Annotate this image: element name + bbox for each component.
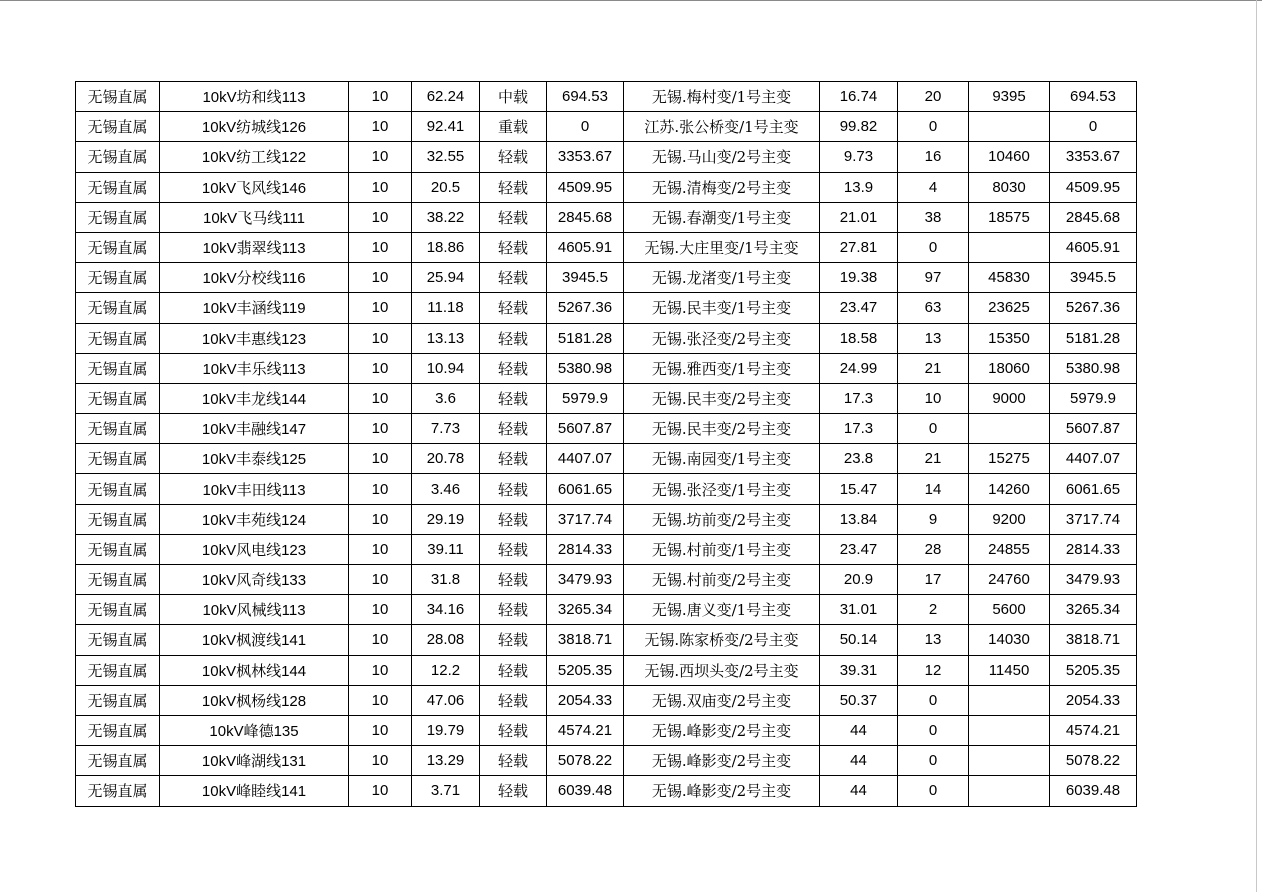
substation-transformer-cell: 无锡.唐义变/1号主变: [624, 595, 820, 625]
voltage-cell: 10: [349, 655, 412, 685]
available-capacity-cell: 3818.71: [547, 625, 624, 655]
voltage-cell: 10: [349, 414, 412, 444]
count-cell: 0: [898, 746, 969, 776]
table-row: [76, 263, 1137, 293]
voltage-cell: 10: [349, 625, 412, 655]
load-status-cell: 轻载: [480, 685, 547, 715]
region-cell: 无锡直属: [76, 172, 160, 202]
feeder-line-cell: 10kV峰德135: [160, 715, 349, 745]
load-status-cell: 轻载: [480, 565, 547, 595]
voltage-cell: 10: [349, 685, 412, 715]
capacity-cell: 24855: [969, 534, 1050, 564]
region-cell: 无锡直属: [76, 776, 160, 806]
capacity-cell: 15275: [969, 444, 1050, 474]
feeder-line-cell: 10kV丰苑线124: [160, 504, 349, 534]
region-cell: 无锡直属: [76, 746, 160, 776]
count-cell: 9: [898, 504, 969, 534]
remaining-capacity-cell: 5979.9: [1050, 383, 1137, 413]
region-cell: 无锡直属: [76, 685, 160, 715]
feeder-line-cell: 10kV翡翠线113: [160, 232, 349, 262]
table-row: [76, 625, 1137, 655]
count-cell: 20: [898, 82, 969, 112]
remaining-capacity-cell: 3717.74: [1050, 504, 1137, 534]
count-cell: 28: [898, 534, 969, 564]
capacity-cell: 45830: [969, 263, 1050, 293]
load-status-cell: 重载: [480, 112, 547, 142]
substation-transformer-cell: 无锡.大庄里变/1号主变: [624, 232, 820, 262]
available-capacity-cell: 2054.33: [547, 685, 624, 715]
table-row: [76, 172, 1137, 202]
feeder-line-cell: 10kV丰田线113: [160, 474, 349, 504]
feeder-line-cell: 10kV丰龙线144: [160, 383, 349, 413]
remaining-capacity-cell: 4509.95: [1050, 172, 1137, 202]
available-capacity-cell: 3479.93: [547, 565, 624, 595]
transformer-load-rate-cell: 39.31: [820, 655, 898, 685]
capacity-cell: [969, 112, 1050, 142]
table-row: [76, 414, 1137, 444]
remaining-capacity-cell: 3945.5: [1050, 263, 1137, 293]
remaining-capacity-cell: 3479.93: [1050, 565, 1137, 595]
capacity-cell: 9395: [969, 82, 1050, 112]
capacity-cell: 5600: [969, 595, 1050, 625]
transformer-load-rate-cell: 20.9: [820, 565, 898, 595]
load-rate-cell: 12.2: [412, 655, 480, 685]
load-status-cell: 轻载: [480, 263, 547, 293]
load-status-cell: 轻载: [480, 655, 547, 685]
voltage-cell: 10: [349, 263, 412, 293]
feeder-line-cell: 10kV纺城线126: [160, 112, 349, 142]
load-rate-cell: 39.11: [412, 534, 480, 564]
load-rate-cell: 7.73: [412, 414, 480, 444]
voltage-cell: 10: [349, 715, 412, 745]
voltage-cell: 10: [349, 474, 412, 504]
count-cell: 12: [898, 655, 969, 685]
available-capacity-cell: 5380.98: [547, 353, 624, 383]
capacity-cell: 14030: [969, 625, 1050, 655]
load-rate-cell: 19.79: [412, 715, 480, 745]
available-capacity-cell: 2845.68: [547, 202, 624, 232]
available-capacity-cell: 0: [547, 112, 624, 142]
load-status-cell: 轻载: [480, 172, 547, 202]
available-capacity-cell: 3265.34: [547, 595, 624, 625]
count-cell: 10: [898, 383, 969, 413]
voltage-cell: 10: [349, 172, 412, 202]
transformer-load-rate-cell: 50.14: [820, 625, 898, 655]
load-status-cell: 轻载: [480, 232, 547, 262]
table-row: [76, 685, 1137, 715]
load-status-cell: 轻载: [480, 353, 547, 383]
voltage-cell: 10: [349, 595, 412, 625]
load-rate-cell: 62.24: [412, 82, 480, 112]
region-cell: 无锡直属: [76, 655, 160, 685]
load-rate-cell: 32.55: [412, 142, 480, 172]
voltage-cell: 10: [349, 142, 412, 172]
available-capacity-cell: 4407.07: [547, 444, 624, 474]
feeder-load-table: [75, 81, 1137, 807]
available-capacity-cell: 694.53: [547, 82, 624, 112]
substation-transformer-cell: 无锡.雅西变/1号主变: [624, 353, 820, 383]
substation-transformer-cell: 无锡.马山变/2号主变: [624, 142, 820, 172]
region-cell: 无锡直属: [76, 565, 160, 595]
remaining-capacity-cell: 5607.87: [1050, 414, 1137, 444]
load-status-cell: 轻载: [480, 323, 547, 353]
voltage-cell: 10: [349, 504, 412, 534]
available-capacity-cell: 5267.36: [547, 293, 624, 323]
transformer-load-rate-cell: 18.58: [820, 323, 898, 353]
transformer-load-rate-cell: 15.47: [820, 474, 898, 504]
load-rate-cell: 38.22: [412, 202, 480, 232]
available-capacity-cell: 5979.9: [547, 383, 624, 413]
load-status-cell: 轻载: [480, 142, 547, 172]
region-cell: 无锡直属: [76, 715, 160, 745]
remaining-capacity-cell: 4407.07: [1050, 444, 1137, 474]
load-status-cell: 轻载: [480, 293, 547, 323]
region-cell: 无锡直属: [76, 202, 160, 232]
load-rate-cell: 18.86: [412, 232, 480, 262]
available-capacity-cell: 5205.35: [547, 655, 624, 685]
load-rate-cell: 20.5: [412, 172, 480, 202]
substation-transformer-cell: 无锡.民丰变/2号主变: [624, 383, 820, 413]
remaining-capacity-cell: 694.53: [1050, 82, 1137, 112]
load-status-cell: 轻载: [480, 746, 547, 776]
table-row: [76, 534, 1137, 564]
feeder-line-cell: 10kV峰湖线131: [160, 746, 349, 776]
capacity-cell: 23625: [969, 293, 1050, 323]
available-capacity-cell: 5078.22: [547, 746, 624, 776]
count-cell: 14: [898, 474, 969, 504]
remaining-capacity-cell: 2814.33: [1050, 534, 1137, 564]
remaining-capacity-cell: 2054.33: [1050, 685, 1137, 715]
remaining-capacity-cell: 5181.28: [1050, 323, 1137, 353]
capacity-cell: 9000: [969, 383, 1050, 413]
count-cell: 0: [898, 414, 969, 444]
region-cell: 无锡直属: [76, 474, 160, 504]
transformer-load-rate-cell: 44: [820, 746, 898, 776]
feeder-line-cell: 10kV枫杨线128: [160, 685, 349, 715]
load-rate-cell: 3.71: [412, 776, 480, 806]
table-row: [76, 504, 1137, 534]
table-row: [76, 715, 1137, 745]
load-status-cell: 轻载: [480, 534, 547, 564]
remaining-capacity-cell: 6061.65: [1050, 474, 1137, 504]
capacity-cell: 18575: [969, 202, 1050, 232]
transformer-load-rate-cell: 23.47: [820, 534, 898, 564]
remaining-capacity-cell: 5205.35: [1050, 655, 1137, 685]
load-status-cell: 轻载: [480, 715, 547, 745]
table-row: [76, 323, 1137, 353]
substation-transformer-cell: 无锡.西坝头变/2号主变: [624, 655, 820, 685]
feeder-line-cell: 10kV分校线116: [160, 263, 349, 293]
region-cell: 无锡直属: [76, 142, 160, 172]
load-status-cell: 轻载: [480, 444, 547, 474]
feeder-line-cell: 10kV风电线123: [160, 534, 349, 564]
region-cell: 无锡直属: [76, 323, 160, 353]
remaining-capacity-cell: 3818.71: [1050, 625, 1137, 655]
table-row: [76, 383, 1137, 413]
feeder-line-cell: 10kV丰泰线125: [160, 444, 349, 474]
voltage-cell: 10: [349, 232, 412, 262]
capacity-cell: 24760: [969, 565, 1050, 595]
table-row: [76, 142, 1137, 172]
feeder-line-cell: 10kV丰惠线123: [160, 323, 349, 353]
load-status-cell: 轻载: [480, 776, 547, 806]
count-cell: 97: [898, 263, 969, 293]
region-cell: 无锡直属: [76, 595, 160, 625]
remaining-capacity-cell: 4574.21: [1050, 715, 1137, 745]
transformer-load-rate-cell: 19.38: [820, 263, 898, 293]
count-cell: 0: [898, 232, 969, 262]
feeder-line-cell: 10kV纺工线122: [160, 142, 349, 172]
count-cell: 38: [898, 202, 969, 232]
region-cell: 无锡直属: [76, 112, 160, 142]
load-status-cell: 轻载: [480, 625, 547, 655]
available-capacity-cell: 5181.28: [547, 323, 624, 353]
voltage-cell: 10: [349, 112, 412, 142]
capacity-cell: 9200: [969, 504, 1050, 534]
remaining-capacity-cell: 0: [1050, 112, 1137, 142]
remaining-capacity-cell: 3265.34: [1050, 595, 1137, 625]
load-rate-cell: 3.6: [412, 383, 480, 413]
load-rate-cell: 31.8: [412, 565, 480, 595]
table-row: [76, 474, 1137, 504]
substation-transformer-cell: 无锡.张泾变/2号主变: [624, 323, 820, 353]
remaining-capacity-cell: 3353.67: [1050, 142, 1137, 172]
available-capacity-cell: 3945.5: [547, 263, 624, 293]
region-cell: 无锡直属: [76, 444, 160, 474]
table-row: [76, 565, 1137, 595]
feeder-line-cell: 10kV枫渡线141: [160, 625, 349, 655]
count-cell: 0: [898, 715, 969, 745]
table-row: [76, 444, 1137, 474]
load-rate-cell: 25.94: [412, 263, 480, 293]
load-rate-cell: 28.08: [412, 625, 480, 655]
table-row: [76, 746, 1137, 776]
region-cell: 无锡直属: [76, 232, 160, 262]
substation-transformer-cell: 无锡.峰影变/2号主变: [624, 715, 820, 745]
substation-transformer-cell: 无锡.峰影变/2号主变: [624, 746, 820, 776]
load-rate-cell: 92.41: [412, 112, 480, 142]
transformer-load-rate-cell: 13.84: [820, 504, 898, 534]
count-cell: 0: [898, 685, 969, 715]
load-rate-cell: 29.19: [412, 504, 480, 534]
region-cell: 无锡直属: [76, 293, 160, 323]
available-capacity-cell: 4605.91: [547, 232, 624, 262]
region-cell: 无锡直属: [76, 504, 160, 534]
load-rate-cell: 13.13: [412, 323, 480, 353]
load-status-cell: 轻载: [480, 474, 547, 504]
substation-transformer-cell: 无锡.龙渚变/1号主变: [624, 263, 820, 293]
transformer-load-rate-cell: 31.01: [820, 595, 898, 625]
substation-transformer-cell: 无锡.张泾变/1号主变: [624, 474, 820, 504]
available-capacity-cell: 2814.33: [547, 534, 624, 564]
voltage-cell: 10: [349, 353, 412, 383]
feeder-line-cell: 10kV风奇线133: [160, 565, 349, 595]
substation-transformer-cell: 无锡.春潮变/1号主变: [624, 202, 820, 232]
remaining-capacity-cell: 5267.36: [1050, 293, 1137, 323]
capacity-cell: 11450: [969, 655, 1050, 685]
substation-transformer-cell: 无锡.村前变/2号主变: [624, 565, 820, 595]
count-cell: 17: [898, 565, 969, 595]
remaining-capacity-cell: 4605.91: [1050, 232, 1137, 262]
transformer-load-rate-cell: 44: [820, 776, 898, 806]
capacity-cell: 10460: [969, 142, 1050, 172]
feeder-line-cell: 10kV丰乐线113: [160, 353, 349, 383]
capacity-cell: [969, 414, 1050, 444]
substation-transformer-cell: 无锡.民丰变/1号主变: [624, 293, 820, 323]
substation-transformer-cell: 无锡.梅村变/1号主变: [624, 82, 820, 112]
voltage-cell: 10: [349, 776, 412, 806]
count-cell: 4: [898, 172, 969, 202]
load-status-cell: 轻载: [480, 414, 547, 444]
table-row: [76, 112, 1137, 142]
substation-transformer-cell: 无锡.坊前变/2号主变: [624, 504, 820, 534]
transformer-load-rate-cell: 23.47: [820, 293, 898, 323]
voltage-cell: 10: [349, 444, 412, 474]
region-cell: 无锡直属: [76, 625, 160, 655]
load-rate-cell: 34.16: [412, 595, 480, 625]
transformer-load-rate-cell: 9.73: [820, 142, 898, 172]
region-cell: 无锡直属: [76, 263, 160, 293]
region-cell: 无锡直属: [76, 82, 160, 112]
substation-transformer-cell: 无锡.峰影变/2号主变: [624, 776, 820, 806]
count-cell: 63: [898, 293, 969, 323]
voltage-cell: 10: [349, 293, 412, 323]
count-cell: 13: [898, 625, 969, 655]
table-body: [76, 82, 1137, 807]
transformer-load-rate-cell: 44: [820, 715, 898, 745]
load-rate-cell: 11.18: [412, 293, 480, 323]
table-row: [76, 202, 1137, 232]
transformer-load-rate-cell: 27.81: [820, 232, 898, 262]
table-row: [76, 655, 1137, 685]
available-capacity-cell: 4574.21: [547, 715, 624, 745]
load-status-cell: 轻载: [480, 504, 547, 534]
available-capacity-cell: 4509.95: [547, 172, 624, 202]
capacity-cell: 15350: [969, 323, 1050, 353]
capacity-cell: [969, 232, 1050, 262]
available-capacity-cell: 5607.87: [547, 414, 624, 444]
feeder-line-cell: 10kV飞马线111: [160, 202, 349, 232]
load-status-cell: 轻载: [480, 383, 547, 413]
load-rate-cell: 13.29: [412, 746, 480, 776]
load-rate-cell: 20.78: [412, 444, 480, 474]
available-capacity-cell: 3717.74: [547, 504, 624, 534]
substation-transformer-cell: 无锡.民丰变/2号主变: [624, 414, 820, 444]
capacity-cell: 8030: [969, 172, 1050, 202]
substation-transformer-cell: 江苏.张公桥变/1号主变: [624, 112, 820, 142]
table-row: [76, 776, 1137, 806]
page-right-border: [1256, 0, 1257, 892]
transformer-load-rate-cell: 13.9: [820, 172, 898, 202]
substation-transformer-cell: 无锡.陈家桥变/2号主变: [624, 625, 820, 655]
feeder-line-cell: 10kV丰涵线119: [160, 293, 349, 323]
load-status-cell: 轻载: [480, 595, 547, 625]
capacity-cell: [969, 776, 1050, 806]
feeder-line-cell: 10kV坊和线113: [160, 82, 349, 112]
remaining-capacity-cell: 5078.22: [1050, 746, 1137, 776]
count-cell: 21: [898, 444, 969, 474]
remaining-capacity-cell: 6039.48: [1050, 776, 1137, 806]
voltage-cell: 10: [349, 746, 412, 776]
count-cell: 2: [898, 595, 969, 625]
transformer-load-rate-cell: 99.82: [820, 112, 898, 142]
substation-transformer-cell: 无锡.双庙变/2号主变: [624, 685, 820, 715]
region-cell: 无锡直属: [76, 414, 160, 444]
remaining-capacity-cell: 2845.68: [1050, 202, 1137, 232]
count-cell: 21: [898, 353, 969, 383]
transformer-load-rate-cell: 16.74: [820, 82, 898, 112]
transformer-load-rate-cell: 50.37: [820, 685, 898, 715]
voltage-cell: 10: [349, 202, 412, 232]
voltage-cell: 10: [349, 323, 412, 353]
load-status-cell: 中载: [480, 82, 547, 112]
transformer-load-rate-cell: 21.01: [820, 202, 898, 232]
table-row: [76, 353, 1137, 383]
substation-transformer-cell: 无锡.南园变/1号主变: [624, 444, 820, 474]
feeder-line-cell: 10kV飞风线146: [160, 172, 349, 202]
capacity-cell: [969, 746, 1050, 776]
transformer-load-rate-cell: 24.99: [820, 353, 898, 383]
table-row: [76, 82, 1137, 112]
remaining-capacity-cell: 5380.98: [1050, 353, 1137, 383]
table-row: [76, 595, 1137, 625]
count-cell: 16: [898, 142, 969, 172]
region-cell: 无锡直属: [76, 534, 160, 564]
voltage-cell: 10: [349, 383, 412, 413]
feeder-line-cell: 10kV峰睦线141: [160, 776, 349, 806]
region-cell: 无锡直属: [76, 383, 160, 413]
available-capacity-cell: 6039.48: [547, 776, 624, 806]
count-cell: 0: [898, 776, 969, 806]
load-rate-cell: 10.94: [412, 353, 480, 383]
capacity-cell: [969, 685, 1050, 715]
capacity-cell: 18060: [969, 353, 1050, 383]
load-status-cell: 轻载: [480, 202, 547, 232]
voltage-cell: 10: [349, 565, 412, 595]
transformer-load-rate-cell: 23.8: [820, 444, 898, 474]
feeder-line-cell: 10kV枫林线144: [160, 655, 349, 685]
page-top-border: [0, 0, 1262, 1]
table-row: [76, 293, 1137, 323]
table-row: [76, 232, 1137, 262]
transformer-load-rate-cell: 17.3: [820, 383, 898, 413]
load-rate-cell: 3.46: [412, 474, 480, 504]
count-cell: 0: [898, 112, 969, 142]
voltage-cell: 10: [349, 534, 412, 564]
load-rate-cell: 47.06: [412, 685, 480, 715]
transformer-load-rate-cell: 17.3: [820, 414, 898, 444]
feeder-line-cell: 10kV风械线113: [160, 595, 349, 625]
substation-transformer-cell: 无锡.村前变/1号主变: [624, 534, 820, 564]
substation-transformer-cell: 无锡.清梅变/2号主变: [624, 172, 820, 202]
available-capacity-cell: 3353.67: [547, 142, 624, 172]
feeder-line-cell: 10kV丰融线147: [160, 414, 349, 444]
capacity-cell: 14260: [969, 474, 1050, 504]
voltage-cell: 10: [349, 82, 412, 112]
capacity-cell: [969, 715, 1050, 745]
region-cell: 无锡直属: [76, 353, 160, 383]
available-capacity-cell: 6061.65: [547, 474, 624, 504]
count-cell: 13: [898, 323, 969, 353]
